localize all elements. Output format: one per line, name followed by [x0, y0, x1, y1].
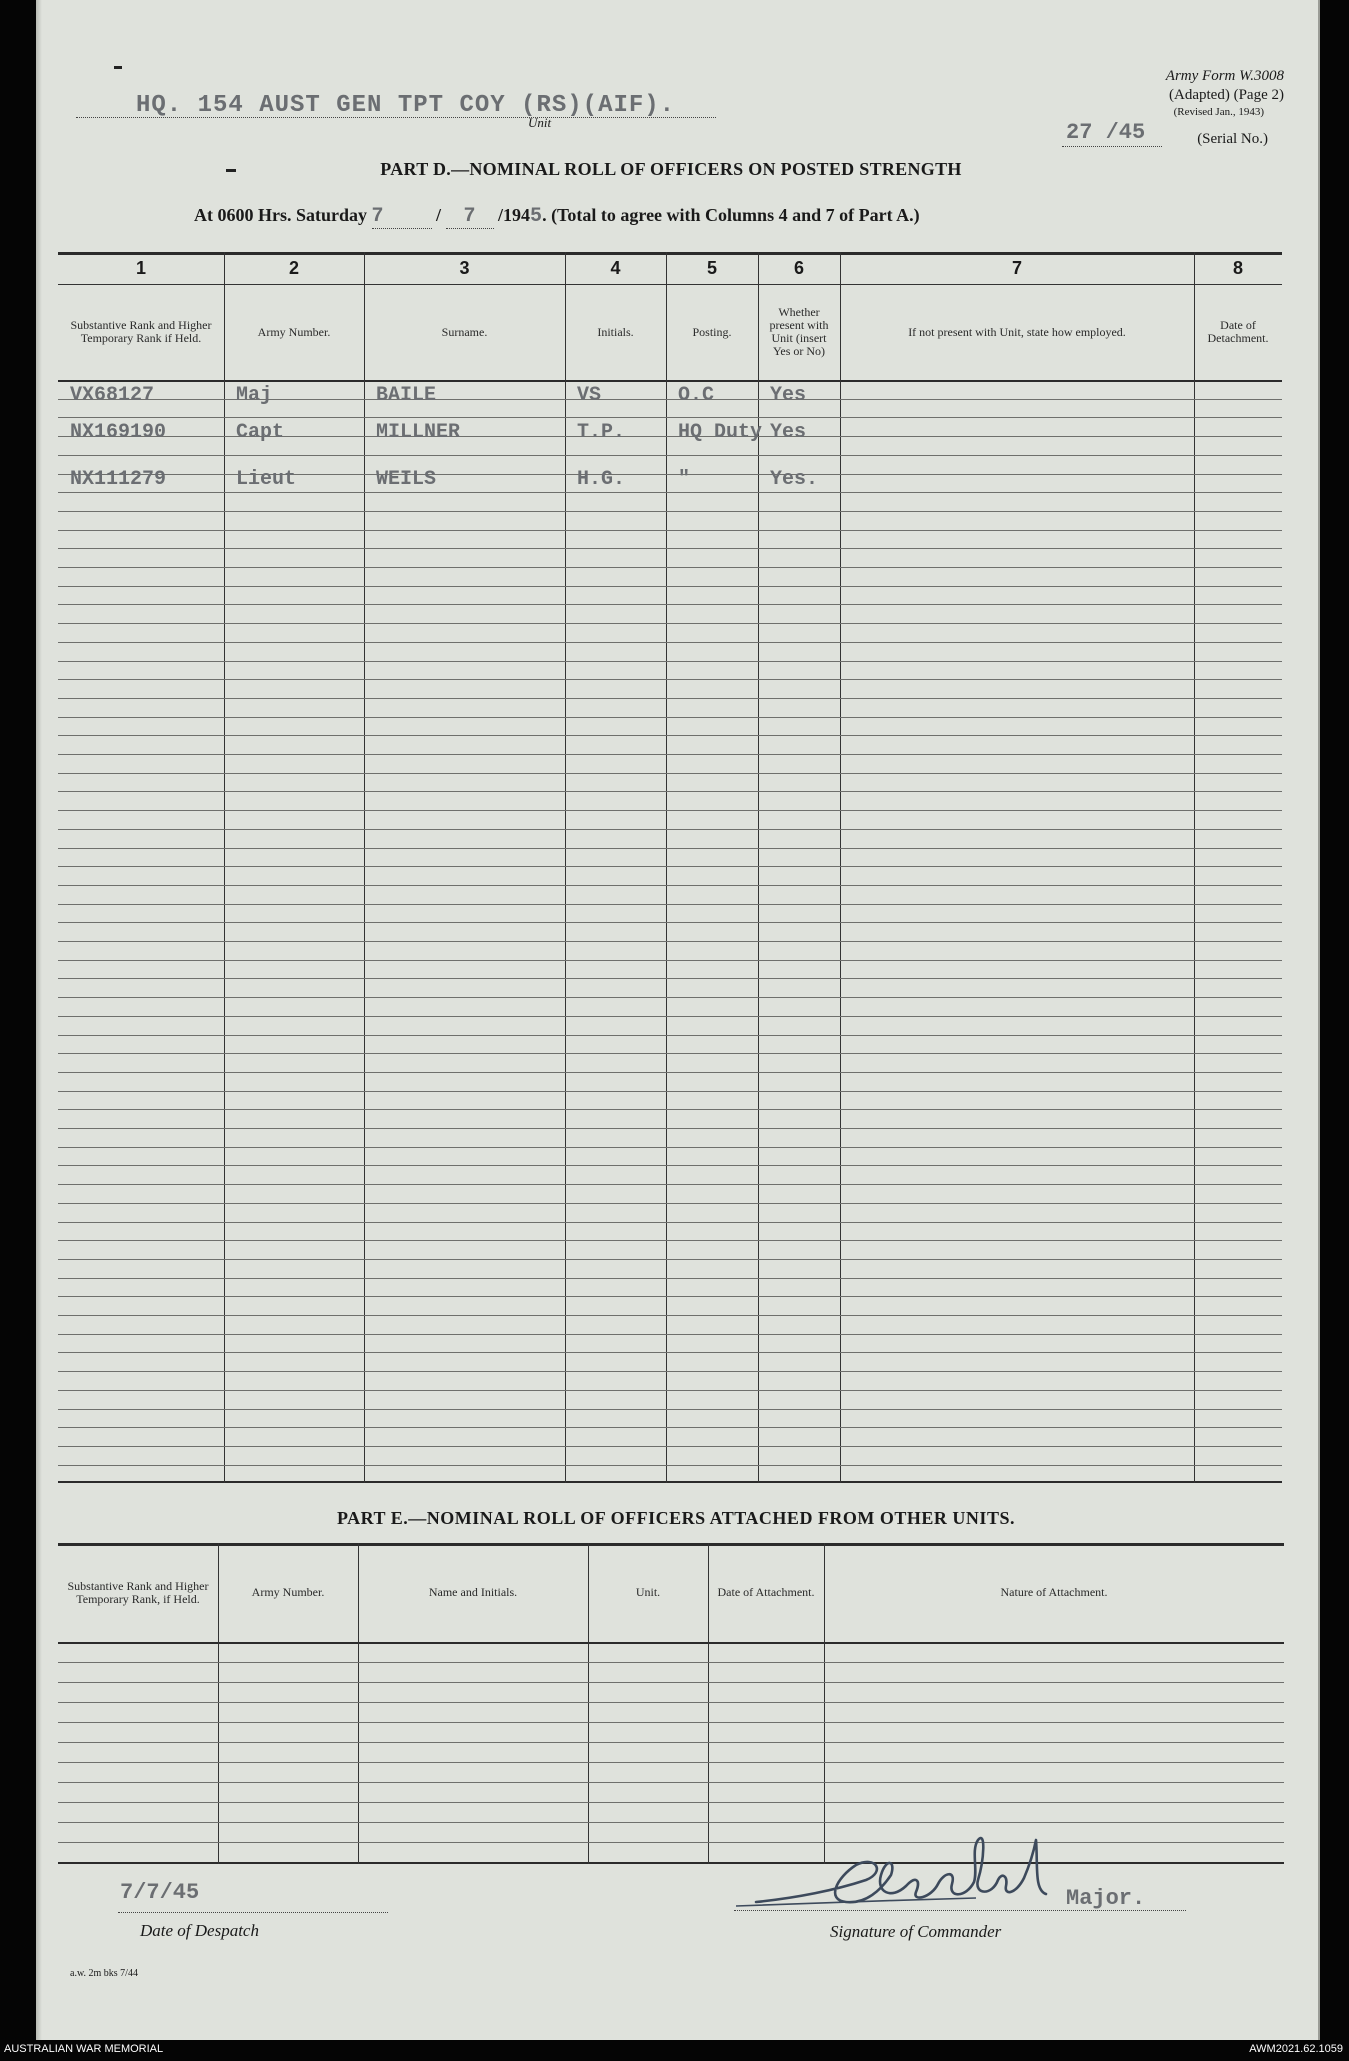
ruled-line — [58, 698, 1282, 699]
archive-name: AUSTRALIAN WAR MEMORIAL — [4, 2043, 164, 2055]
ruled-line — [58, 904, 1282, 905]
column-number: 5 — [706, 258, 717, 278]
despatch-date-typed: 7/7/45 — [120, 1880, 200, 1905]
column-divider — [218, 1543, 219, 1864]
ruled-line — [58, 1371, 1282, 1372]
part-d-date-line — [194, 205, 1194, 229]
date-suffix: . (Total to agree with Columns 4 and 7 of Part A.) — [542, 205, 920, 225]
form-adapted: (Adapted) (Page 2) — [1169, 87, 1284, 103]
ruled-line — [58, 1315, 1282, 1316]
roll-entry-c5: O.C — [678, 384, 715, 407]
part-e-title: PART E.—NOMINAL ROLL OF OFFICERS ATTACHED FROM OTHER UNITS. — [337, 1508, 1015, 1528]
header-number-rule — [58, 284, 1282, 285]
date-prefix: At 0600 Hrs. Saturday — [194, 205, 368, 225]
table-top-rule — [58, 1543, 1284, 1546]
ruled-line — [58, 717, 1282, 718]
column-number: 8 — [1232, 258, 1243, 278]
part-d-title: PART D.—NOMINAL ROLL OF OFFICERS ON POSTED STRENGTH — [380, 159, 962, 179]
column-number: 7 — [1011, 258, 1022, 278]
ruled-line — [58, 417, 1282, 418]
ruled-line — [58, 1446, 1282, 1447]
roll-entry-c4: T.P. — [577, 421, 626, 445]
column-label: If not present with Unit, state how employed. — [908, 324, 1126, 339]
ruled-line — [58, 978, 1282, 979]
archive-footer — [0, 2040, 1349, 2061]
ruled-line — [58, 1240, 1282, 1241]
ruled-line — [58, 1334, 1282, 1335]
ruled-line — [58, 1802, 1284, 1803]
column-number: 6 — [793, 258, 804, 278]
roll-entry-c4: H.G. — [577, 468, 626, 492]
commander-rank-typed: Major. — [1066, 1886, 1146, 1911]
form-number: Army Form W.3008 — [1165, 68, 1284, 84]
column-label: Surname. — [441, 324, 488, 339]
ruled-line — [58, 754, 1282, 755]
column-divider — [708, 1543, 709, 1864]
unit-name-typed: HQ. 154 AUST GEN TPT COY (RS)(AIF). — [136, 92, 676, 119]
roll-entry-c5: HQ Duty — [678, 421, 763, 445]
ruled-line — [58, 885, 1282, 886]
form-revised: (Revised Jan., 1943) — [1173, 106, 1264, 118]
roll-entry-c1: VX68127 — [70, 384, 155, 407]
ruled-line — [58, 1109, 1282, 1110]
column-label: Substantive Rank and Higher Temporary Rank if Held. — [70, 318, 212, 345]
roll-entry-c3: WEILS — [376, 468, 437, 492]
ruled-line — [58, 1053, 1282, 1054]
ruled-line — [58, 941, 1282, 942]
roll-entry-c1: NX169190 — [70, 421, 167, 445]
ruled-line — [58, 1259, 1282, 1260]
ruled-line — [58, 679, 1282, 680]
despatch-label: Date of Despatch — [140, 1921, 259, 1940]
column-number: 2 — [288, 258, 299, 278]
roll-entry-c2: Maj — [236, 384, 273, 407]
ruled-line — [58, 829, 1282, 830]
date-year-prefix: /194 — [498, 205, 531, 225]
header-bottom-rule — [58, 380, 1282, 382]
ruled-line — [58, 848, 1282, 849]
roll-entry-c6: Yes — [770, 421, 807, 445]
ruled-line — [58, 1682, 1284, 1683]
ruled-line — [58, 586, 1282, 587]
roll-entry-c3: MILLNER — [376, 421, 461, 445]
table-top-rule — [58, 252, 1282, 255]
ruled-line — [58, 1147, 1282, 1148]
ruled-line — [58, 960, 1282, 961]
serial-typed: 27 /45 — [1066, 120, 1146, 145]
binding-mark — [114, 66, 122, 69]
roll-entry-c5: " — [678, 468, 691, 492]
column-number: 3 — [459, 258, 470, 278]
ruled-line — [58, 791, 1282, 792]
date-sep: / — [436, 205, 442, 225]
ruled-line — [58, 1203, 1282, 1204]
column-divider — [358, 1543, 359, 1864]
column-label: Army Number. — [251, 1585, 325, 1599]
column-label: Whether present with Unit (insert Yes or No) — [769, 305, 829, 358]
ruled-line — [58, 773, 1282, 774]
table-bottom-rule — [58, 1481, 1282, 1483]
part-d-table — [58, 252, 1282, 1483]
column-divider — [824, 1543, 825, 1864]
roll-entry-c3: BAILE — [376, 384, 437, 407]
column-number: 1 — [135, 258, 146, 278]
ruled-line — [58, 1035, 1282, 1036]
ruled-line — [58, 1782, 1284, 1783]
ruled-line — [58, 1662, 1284, 1663]
ruled-line — [58, 1742, 1284, 1743]
column-label: Unit. — [635, 1585, 661, 1599]
header-bottom-rule — [58, 1642, 1284, 1644]
binding-mark — [226, 169, 236, 172]
ruled-line — [58, 548, 1282, 549]
ruled-line — [58, 492, 1282, 493]
ruled-line — [58, 1128, 1282, 1129]
ruled-line — [58, 866, 1282, 867]
roll-entry-c2: Capt — [236, 421, 285, 445]
ruled-line — [58, 1016, 1282, 1017]
ruled-line — [58, 1409, 1282, 1410]
signature-label: Signature of Commander — [830, 1922, 1002, 1941]
archive-reference: AWM2021.62.1059 — [1249, 2043, 1343, 2055]
roll-entry-c6: Yes — [770, 384, 807, 407]
roll-entry-c6: Yes. — [770, 468, 819, 492]
roll-entry-c2: Lieut — [236, 468, 297, 492]
date-month: 7 — [446, 205, 494, 229]
ruled-line — [58, 530, 1282, 531]
ruled-line — [58, 661, 1282, 662]
roll-entry-c1: NX111279 — [70, 468, 167, 492]
column-label: Nature of Attachment. — [1000, 1585, 1108, 1599]
column-label: Date of Attachment. — [717, 1585, 815, 1599]
ruled-line — [58, 1184, 1282, 1185]
ruled-line — [58, 1278, 1282, 1279]
form-sheet — [36, 0, 1320, 2040]
ruled-line — [58, 1072, 1282, 1073]
ruled-line — [58, 567, 1282, 568]
ruled-line — [58, 623, 1282, 624]
ruled-line — [58, 455, 1282, 456]
serial-label: (Serial No.) — [1197, 131, 1268, 147]
ruled-line — [58, 1702, 1284, 1703]
column-divider — [588, 1543, 589, 1864]
ruled-line — [58, 922, 1282, 923]
ruled-line — [58, 1222, 1282, 1223]
ruled-line — [58, 735, 1282, 736]
ruled-line — [58, 1722, 1284, 1723]
column-label: Initials. — [597, 324, 634, 339]
unit-underline — [76, 117, 716, 118]
ruled-line — [58, 1390, 1282, 1391]
ruled-line — [58, 1762, 1284, 1763]
column-label: Posting. — [692, 324, 732, 339]
roll-entry-c4: VS — [577, 384, 602, 407]
column-label: Army Number. — [257, 324, 331, 339]
ruled-line — [58, 604, 1282, 605]
ruled-line — [58, 1091, 1282, 1092]
date-year-typed: 5 — [530, 205, 543, 228]
column-label: Substantive Rank and Higher Temporary Rank, if Held. — [67, 1578, 209, 1606]
despatch-underline — [118, 1912, 388, 1913]
ruled-line — [58, 1352, 1282, 1353]
ruled-line — [58, 511, 1282, 512]
part-e-table — [58, 1543, 1284, 1864]
unit-label: Unit — [528, 115, 552, 130]
ruled-line — [58, 642, 1282, 643]
column-label: Date of Detachment. — [1207, 318, 1269, 345]
print-code: a.w. 2m bks 7/44 — [70, 1968, 138, 1979]
ruled-line — [58, 1427, 1282, 1428]
ruled-line — [58, 1296, 1282, 1297]
ruled-line — [58, 997, 1282, 998]
ruled-line — [58, 1465, 1282, 1466]
ruled-line — [58, 810, 1282, 811]
date-day: 7 — [372, 205, 432, 229]
ruled-line — [58, 1165, 1282, 1166]
column-label: Name and Initials. — [428, 1585, 518, 1599]
column-number: 4 — [610, 258, 621, 278]
